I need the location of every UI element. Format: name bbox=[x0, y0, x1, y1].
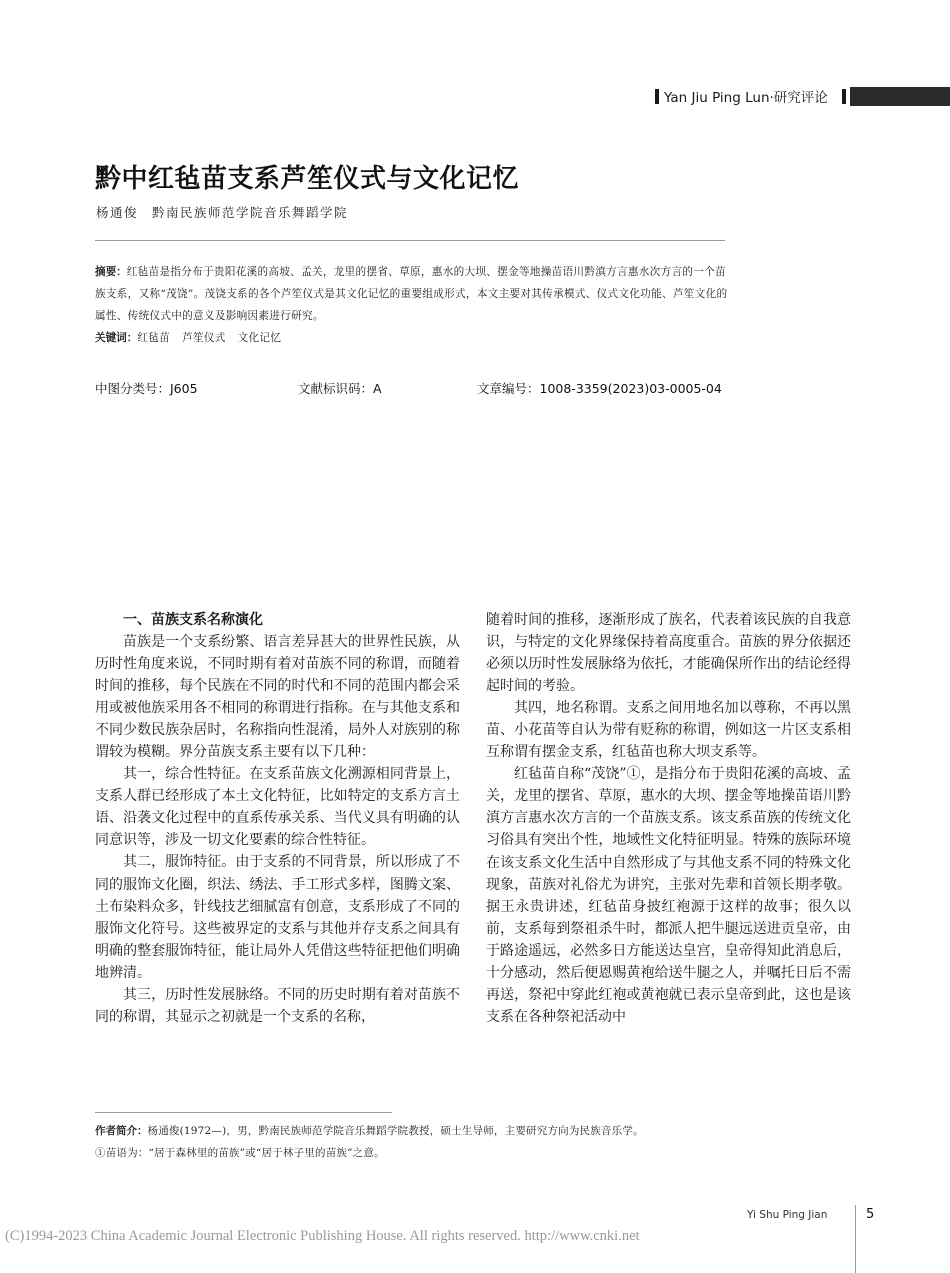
body-column-right bbox=[486, 609, 851, 1028]
clc-number: 中图分类号：J605 bbox=[95, 381, 198, 396]
keyword: 文化记忆 bbox=[237, 332, 282, 344]
section-heading: 一、苗族支系名称演化 bbox=[123, 612, 263, 628]
keyword: 红毡苗 bbox=[137, 332, 171, 344]
paragraph: 苗族是一个支系纷繁、语言差异甚大的世界性民族，从历时性角度来说，不同时期有着对苗族不同的称谓，而随着时间的推移，每个民族在不同的时代和不同的范围内都会采用或被他族采用各不相同的称谓进行指称。在与其他支系和不同少数民族杂居时，名称指向性混淆，局外人对族别的称谓较为模糊。界分苗族支系主要有以下几种： bbox=[95, 634, 460, 761]
copyright-watermark: (C)1994-2023 China Academic Journal Electronic Publishing House. All rights reserved. http://www.cnki.net bbox=[5, 1228, 640, 1244]
header-bar-right bbox=[842, 89, 846, 104]
journal-header: Yan Jiu Ping Lun·研究评论 bbox=[664, 90, 828, 106]
author-affiliation: 黔南民族师范学院音乐舞蹈学院 bbox=[152, 205, 349, 220]
footer-journal: Yi Shu Ping Jian bbox=[747, 1209, 828, 1221]
document-code: 文献标识码：A bbox=[298, 381, 382, 396]
author-line bbox=[96, 203, 362, 221]
paragraph: 红毡苗自称“茂饶”①，是指分布于贵阳花溪的高坡、孟关，龙里的摆省、草原，惠水的大坝、摆金等地操苗语川黔滇方言惠水次方言的一个苗族支系。该支系苗族的传统文化习俗具有突出个性，地域性文化特征明显。特殊的族际环境在该支系文化生活中自然形成了与其他支系不同的特殊文化现象，苗族对礼俗尤为讲究，主张对先辈和首领长期孝敬。据王永贵讲述，红毡苗身披红袍源于这样的故事；很久以前，支系每到祭祖杀牛时，都派人把牛腿远送进贡皇帝，由于路途遥远，必然多日方能送达皇宫，皇帝得知此消息后，十分感动，然后便恩赐黄袍给送牛腿之人，并嘱托日后不需再送，祭祀中穿此红袍或黄袍就已表示皇帝到此，这也是该支系在各种祭祀活动中 bbox=[486, 766, 851, 1025]
paragraph: 其一，综合性特征。在支系苗族文化溯源相同背景上，支系人群已经形成了本土文化特征，比如特定的支系方言土语、沿袭文化过程中的直系传承关系、当代义具有明确的认同意识等，涉及一切文化要素的综合性特征。 bbox=[95, 766, 460, 849]
footnote: ①苗语为：“居于森林里的苗族”或“居于林子里的苗族”之意。 bbox=[95, 1147, 385, 1159]
keywords bbox=[95, 330, 293, 345]
paragraph: 其二，服饰特征。由于支系的不同背景，所以形成了不同的服饰文化圈，织法、绣法、手工形式多样，图腾文案、土布染料众多，针线技艺细腻富有创意，支系形成了不同的服饰文化符号。这些被界定的支系与其他并存支系之间具有明确的整套服饰特征，能让局外人凭借这些特征把他们明确地辨清。 bbox=[95, 854, 460, 981]
header-block bbox=[850, 87, 950, 106]
abstract-label: 摘要： bbox=[95, 266, 127, 278]
footnote-divider bbox=[95, 1112, 392, 1113]
divider bbox=[95, 240, 725, 241]
abstract bbox=[95, 261, 731, 327]
article-number: 文章编号：1008-3359(2023)03-0005-04 bbox=[477, 381, 722, 396]
author-bio-label: 作者简介： bbox=[95, 1125, 148, 1137]
author-bio-text: 杨通俊(1972—)，男，黔南民族师范学院音乐舞蹈学院教授，硕士生导师，主要研究方向为民族音乐学。 bbox=[147, 1125, 644, 1137]
paragraph: 其四，地名称谓。支系之间用地名加以尊称，不再以黑苗、小花苗等自认为带有贬称的称谓，例如这一片区支系相互称谓有摆金支系，红毡苗也称大坝支系等。 bbox=[486, 700, 851, 761]
page-number: 5 bbox=[866, 1207, 875, 1222]
article-title: 黔中红毡苗支系芦笙仪式与文化记忆 bbox=[95, 164, 520, 194]
keywords-label: 关键词： bbox=[95, 332, 138, 344]
author-bio bbox=[95, 1123, 644, 1138]
abstract-text: 红毡苗是指分布于贵阳花溪的高坡、孟关，龙里的摆省、草原，惠水的大坝、摆金等地操苗语川黔滇方言惠水次方言的一个苗族支系，又称“茂饶”。茂饶支系的各个芦笙仪式是其文化记忆的重要组成形式，本文主要对其传承模式、仪式文化功能、芦笙文化的属性、传统仪式中的意义及影响因素进行研究。 bbox=[95, 266, 728, 322]
body-column-left bbox=[95, 609, 460, 1028]
footer-separator bbox=[855, 1205, 856, 1273]
author-name: 杨通俊 bbox=[96, 205, 139, 220]
paragraph: 其三，历时性发展脉络。不同的历史时期有着对苗族不同的称谓，其显示之初就是一个支系的名称， bbox=[95, 986, 460, 1025]
header-bar-left bbox=[655, 89, 659, 104]
keyword: 芦笙仪式 bbox=[182, 332, 226, 344]
paragraph: 随着时间的推移，逐渐形成了族名，代表着该民族的自我意识，与特定的文化界缘保持着高度重合。苗族的界分依据还必须以历时性发展脉络为依托，才能确保所作出的结论经得起时间的考验。 bbox=[486, 612, 851, 695]
